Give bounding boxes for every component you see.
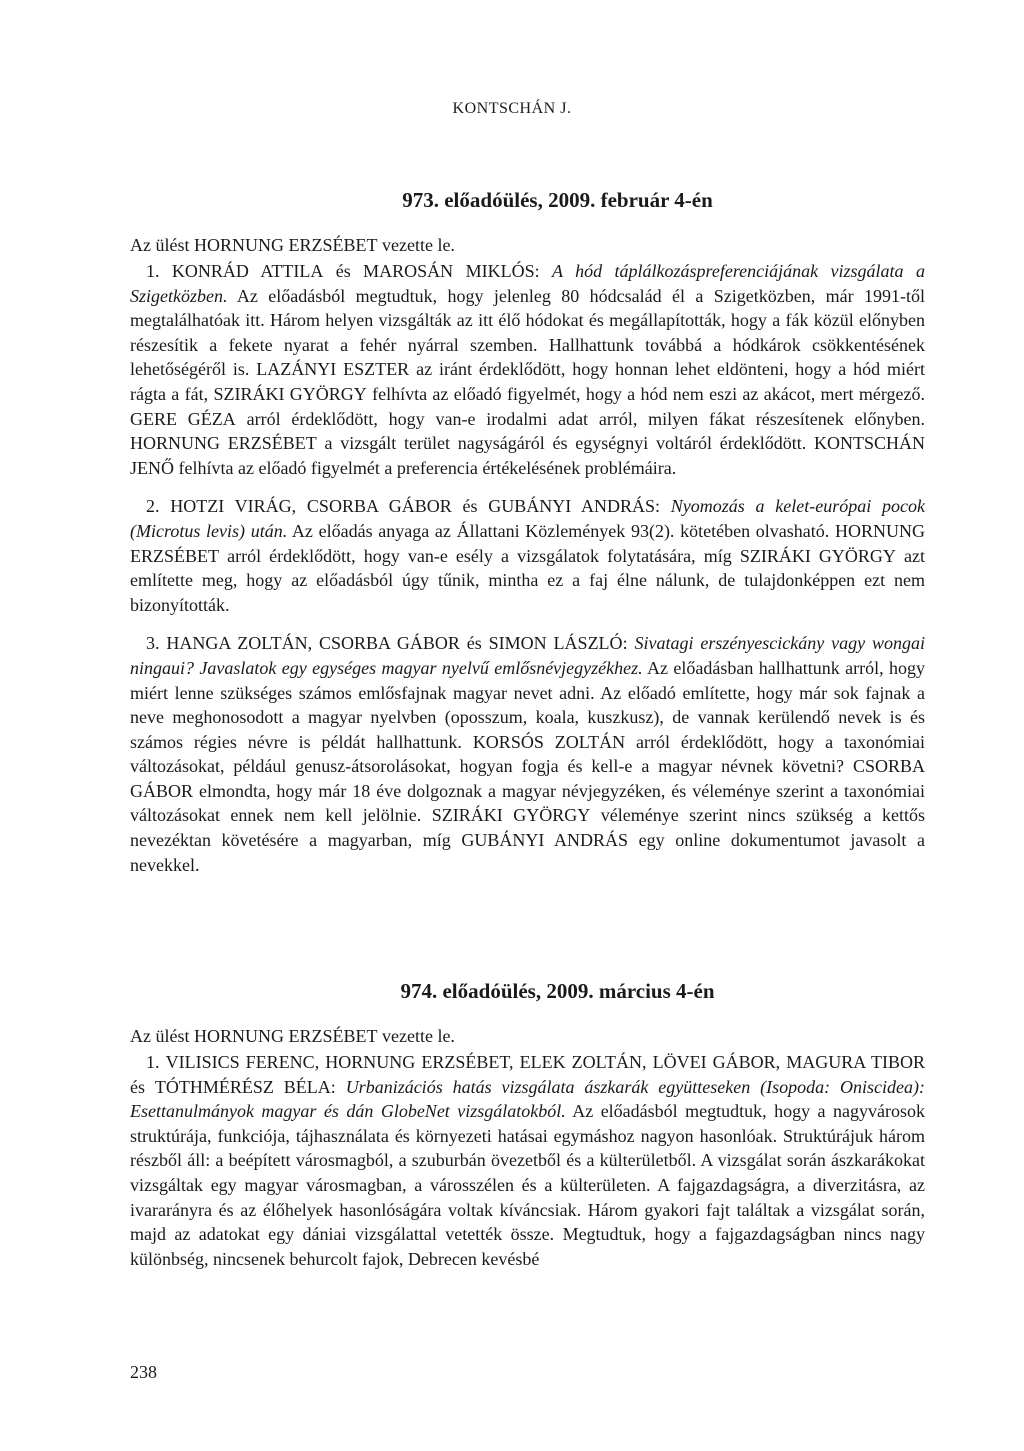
lecture-item-2 <box>130 494 925 617</box>
person-name: LAZÁNYI ESZTER <box>256 359 410 380</box>
author-name: HANGA ZOLTÁN, CSORBA GÁBOR <box>166 633 460 654</box>
session-heading: 973. előadóülés, 2009. február 4-én <box>402 188 713 212</box>
body-text: Az előadásból megtudtuk, hogy jelenleg 80 hódcsalád él a Szigetközben, már 1991-től megtalálhatóak itt. Három helyen vizsgálták az itt élő hódokat és megállapították, hogy a fák közül előnyben részesítik a fekete nyarat a fehér nyárral szemben. Hallhattunk továbbá a hódkárok csökkentésének lehetőségéről is. <box>130 285 925 380</box>
colon: : <box>534 261 553 281</box>
body-text: Az előadás anyaga az Állattani Közlemények 93(2). kötetében olvasható. <box>287 520 835 541</box>
lecture-title: A hód táplálkozáspreferenciájának vizsgálata a Szigetközben. <box>130 261 925 306</box>
item-number: 3. <box>146 633 167 654</box>
session-chair <box>130 232 925 259</box>
person-name: HORNUNG ERZSÉBET <box>130 433 317 454</box>
lecture-title: Urbanizációs hatás vizsgálata ászkarák együtteseken (Isopoda: Oniscidea): Esettanulmányok magyar és dán GlobeNet vizsgálatokból. <box>130 1076 925 1122</box>
lecture-item-1 <box>130 1050 925 1271</box>
person-name: GERE GÉZA <box>130 408 236 429</box>
body-text: egy online dokumentumot javasolt a nevekkel. <box>130 830 926 875</box>
item-number: 1. <box>146 261 172 281</box>
person-name: HORNUNG ERZSÉBET <box>130 520 925 566</box>
lecture-title: Nyomozás a kelet-európai pocok (Microtus levis) után. <box>130 496 926 541</box>
body-text: Az előadásban hallhattunk arról, hogy miért lenne szükséges számos emlősfajnak magyar nevet adni. Az előadó említette, hogy már sok fajnak a neve meghonosodott a magyar nyelvben (oposszum, koala, kuszkusz), de vannak kerülendő nevek is és számos régies névre is példát hallhattunk. <box>130 657 925 752</box>
body-text: elmondta, hogy már 18 éve dolgoznak a magyar névjegyzéken, és véleménye szerint a taxonómiai változásokat ennek nem kell jelölnie. <box>130 780 925 826</box>
author-name: SIMON LÁSZLÓ <box>488 633 623 654</box>
author-name: VILISICS FERENC, HORNUNG ERZSÉBET, ELEK ZOLTÁN, LÖVEI GÁBOR, MAGURA TIBOR <box>165 1052 926 1072</box>
person-name: CSORBA GÁBOR <box>130 756 925 801</box>
body-text: felhívta az előadó figyelmét a preferencia értékelésének problémáira. <box>174 457 677 478</box>
body-text: arról érdeklődött, hogy van-e esély a vizsgálatok folytatására, míg <box>219 545 740 566</box>
conjunction: és <box>130 1076 155 1097</box>
chair-text: Az ülést <box>130 235 194 255</box>
chair-text-end: vezette le. <box>377 235 455 255</box>
body-text: arról érdeklődött, hogy van-e irodalmi adat arról, milyen fákat részesítenek előnyben. <box>235 408 925 429</box>
lecture-item-1 <box>130 259 925 480</box>
session-chair <box>130 1023 925 1050</box>
author-name: KONRÁD ATTILA <box>171 261 324 281</box>
body-text: Az előadásból megtudtuk, hogy a nagyvárosok struktúrája, funkciója, tájhasználata és környezeti hatásai egymáshoz nagyon hasonlóak. Struktúrájuk három részből áll: a beépített városmagból, a szuburbán övezetből és a külterületből. A vizsgálat során ászkarákokat vizsgáltak egy magyar városmagban, a városszélen és a külterületen. A fajgazdagságra, a diverzitásra, az ivararányra és az élőhelyek hasonlóságára voltak kíváncsiak. Három gyakori fajt találtak a vizsgálat során, majd az adatokat egy dániai vizsgálattal vetették össze. Megtudtuk, hogy a fajgazdagságban nincs nagy különbség, nincsenek behurcolt fajok, Debrecen kevésbé <box>130 1101 925 1269</box>
body-text: véleménye szerint nincs szükség a kettős nevezéktan követésére a magyarban, míg <box>130 805 925 851</box>
body-text: arról érdeklődött, hogy a taxonómiai változásokat, például genusz-átsorolásokat, hogyan fogja és kell-e a magyar névnek követni? <box>130 731 925 777</box>
conjunction: és <box>323 261 364 281</box>
chair-text: Az ülést <box>130 1026 194 1046</box>
item-number: 1. <box>146 1052 166 1072</box>
page-number: 238 <box>130 1362 157 1382</box>
body-text: felhívta az előadó figyelmét, hogy a hód nem eszi az akácot, mert mérgező. <box>366 383 925 404</box>
item-number: 2. <box>146 496 171 517</box>
running-head: KONTSCHÁN J. <box>452 100 572 117</box>
colon: : <box>330 1076 346 1097</box>
person-name: SZIRÁKI GYÖRGY <box>213 383 367 404</box>
chair-text-end: vezette le. <box>377 1026 455 1046</box>
person-name: SZIRÁKI GYÖRGY <box>431 805 591 826</box>
session-974 <box>130 976 925 1271</box>
person-name: GUBÁNYI ANDRÁS <box>461 830 629 851</box>
author-name: HOTZI VIRÁG, CSORBA GÁBOR <box>170 496 452 517</box>
body-text: a vizsgált terület nagyságáról és egységnyi voltáról érdeklődött. <box>316 433 814 454</box>
conjunction: és <box>459 633 489 654</box>
author-name: GUBÁNYI ANDRÁS <box>488 496 656 517</box>
colon: : <box>622 633 635 654</box>
chair-name: HORNUNG ERZSÉBET <box>193 235 378 255</box>
person-name: SZIRÁKI GYÖRGY <box>739 545 896 566</box>
author-name: MAROSÁN MIKLÓS <box>363 261 535 281</box>
session-973 <box>130 185 925 877</box>
body-text: az iránt érdeklődött, hogy honnan lehet eldönteni, hogy a hód miért rágta a fát, <box>130 359 925 404</box>
body-text: azt említette meg, hogy az előadásból úgy tűnik, mintha ez a faj élne nálunk, de tulajdonképpen ezt nem bizonyították. <box>130 545 925 615</box>
lecture-title: Sivatagi erszényescickány vagy wongai ningaui? Javaslatok egy egységes magyar nyelvű emlősnévjegyzékhez. <box>130 633 926 678</box>
person-name: KONTSCHÁN JENŐ <box>130 433 926 478</box>
author-name: TÓTHMÉRÉSZ BÉLA <box>154 1076 331 1097</box>
lecture-item-3 <box>130 631 925 877</box>
session-heading: 974. előadóülés, 2009. március 4-én <box>400 979 715 1003</box>
conjunction: és <box>451 496 489 517</box>
person-name: KORSÓS ZOLTÁN <box>472 731 626 752</box>
chair-name: HORNUNG ERZSÉBET <box>193 1026 378 1046</box>
colon: : <box>655 496 671 517</box>
